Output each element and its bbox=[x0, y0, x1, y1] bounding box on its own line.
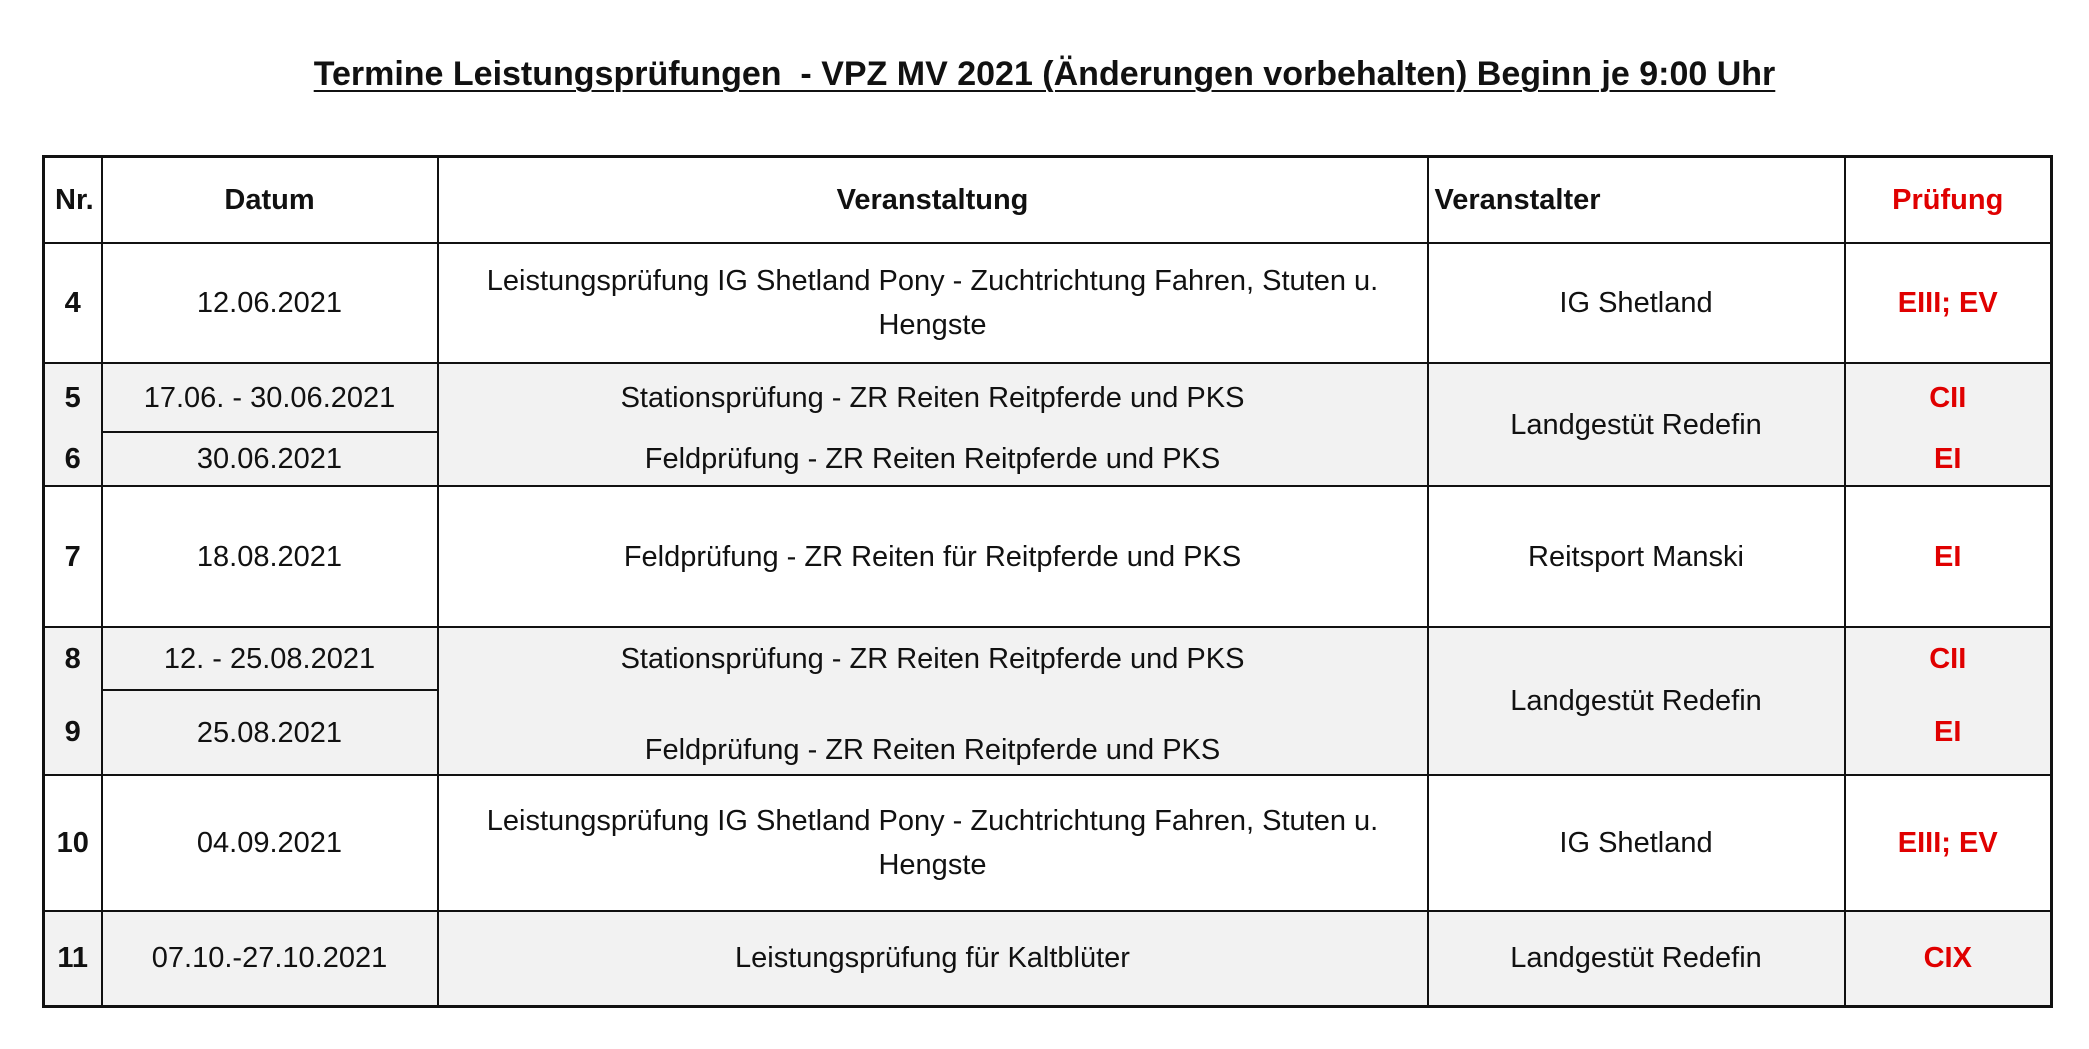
page-title: Termine Leistungsprüfungen - VPZ MV 2021 (Änderungen vorbehalten) Beginn je 9:00 Uhr bbox=[313, 55, 1776, 93]
row-veranstaltung: Leistungsprüfung IG Shetland Pony - Zuchtrichtung Fahren, Stuten u. Hengste bbox=[438, 243, 1428, 363]
header-veranstalter: Veranstalter bbox=[1428, 157, 1845, 244]
row-veranstaltung: Feldprüfung - ZR Reiten Reitpferde und PKS bbox=[438, 432, 1428, 486]
row-datum: 07.10.-27.10.2021 bbox=[102, 911, 438, 1006]
row-pruefung: EIII; EV bbox=[1845, 775, 2052, 911]
row-veranstaltung: Feldprüfung - ZR Reiten Reitpferde und PKS bbox=[438, 690, 1428, 775]
table-row bbox=[44, 243, 2052, 363]
row-veranstaltung: Feldprüfung - ZR Reiten für Reitpferde und PKS bbox=[438, 486, 1428, 627]
row-datum: 30.06.2021 bbox=[102, 432, 438, 486]
row-datum: 25.08.2021 bbox=[102, 690, 438, 775]
row-veranstalter: IG Shetland bbox=[1428, 243, 1845, 363]
row-datum: 17.06. - 30.06.2021 bbox=[102, 363, 438, 432]
row-veranstalter: Reitsport Manski bbox=[1428, 486, 1845, 627]
row-pruefung: CII bbox=[1845, 363, 2052, 432]
row-pruefung: EI bbox=[1845, 690, 2052, 775]
row-nr: 10 bbox=[44, 775, 102, 911]
row-nr: 7 bbox=[44, 486, 102, 627]
row-nr: 5 bbox=[44, 363, 102, 432]
row-veranstaltung: Stationsprüfung - ZR Reiten Reitpferde und PKS bbox=[438, 363, 1428, 432]
row-datum: 12.06.2021 bbox=[102, 243, 438, 363]
header-pruefung: Prüfung bbox=[1845, 157, 2052, 244]
row-pruefung: EIII; EV bbox=[1845, 243, 2052, 363]
header-veranstaltung: Veranstaltung bbox=[438, 157, 1428, 244]
row-nr: 4 bbox=[44, 243, 102, 363]
row-pruefung: EI bbox=[1845, 486, 2052, 627]
row-veranstalter: Landgestüt Redefin bbox=[1428, 911, 1845, 1006]
row-pruefung: EI bbox=[1845, 432, 2052, 486]
table-row bbox=[44, 911, 2052, 1006]
row-veranstaltung: Stationsprüfung - ZR Reiten Reitpferde und PKS bbox=[438, 627, 1428, 690]
table-row bbox=[44, 775, 2052, 911]
table-row bbox=[44, 363, 2052, 432]
header-nr: Nr. bbox=[44, 157, 102, 244]
table-row bbox=[44, 486, 2052, 627]
row-pruefung: CIX bbox=[1845, 911, 2052, 1006]
row-datum: 18.08.2021 bbox=[102, 486, 438, 627]
row-veranstalter: Landgestüt Redefin bbox=[1428, 363, 1845, 486]
header-datum: Datum bbox=[102, 157, 438, 244]
schedule-table bbox=[42, 155, 2053, 1008]
row-nr: 8 bbox=[44, 627, 102, 690]
row-pruefung: CII bbox=[1845, 627, 2052, 690]
row-veranstaltung: Leistungsprüfung für Kaltblüter bbox=[438, 911, 1428, 1006]
row-veranstaltung: Leistungsprüfung IG Shetland Pony - Zuchtrichtung Fahren, Stuten u. Hengste bbox=[438, 775, 1428, 911]
row-veranstalter: IG Shetland bbox=[1428, 775, 1845, 911]
table-row bbox=[44, 627, 2052, 690]
row-veranstalter: Landgestüt Redefin bbox=[1428, 627, 1845, 775]
row-datum: 04.09.2021 bbox=[102, 775, 438, 911]
row-datum: 12. - 25.08.2021 bbox=[102, 627, 438, 690]
row-nr: 11 bbox=[44, 911, 102, 1006]
header-row bbox=[44, 157, 2052, 244]
row-nr: 9 bbox=[44, 690, 102, 775]
row-nr: 6 bbox=[44, 432, 102, 486]
